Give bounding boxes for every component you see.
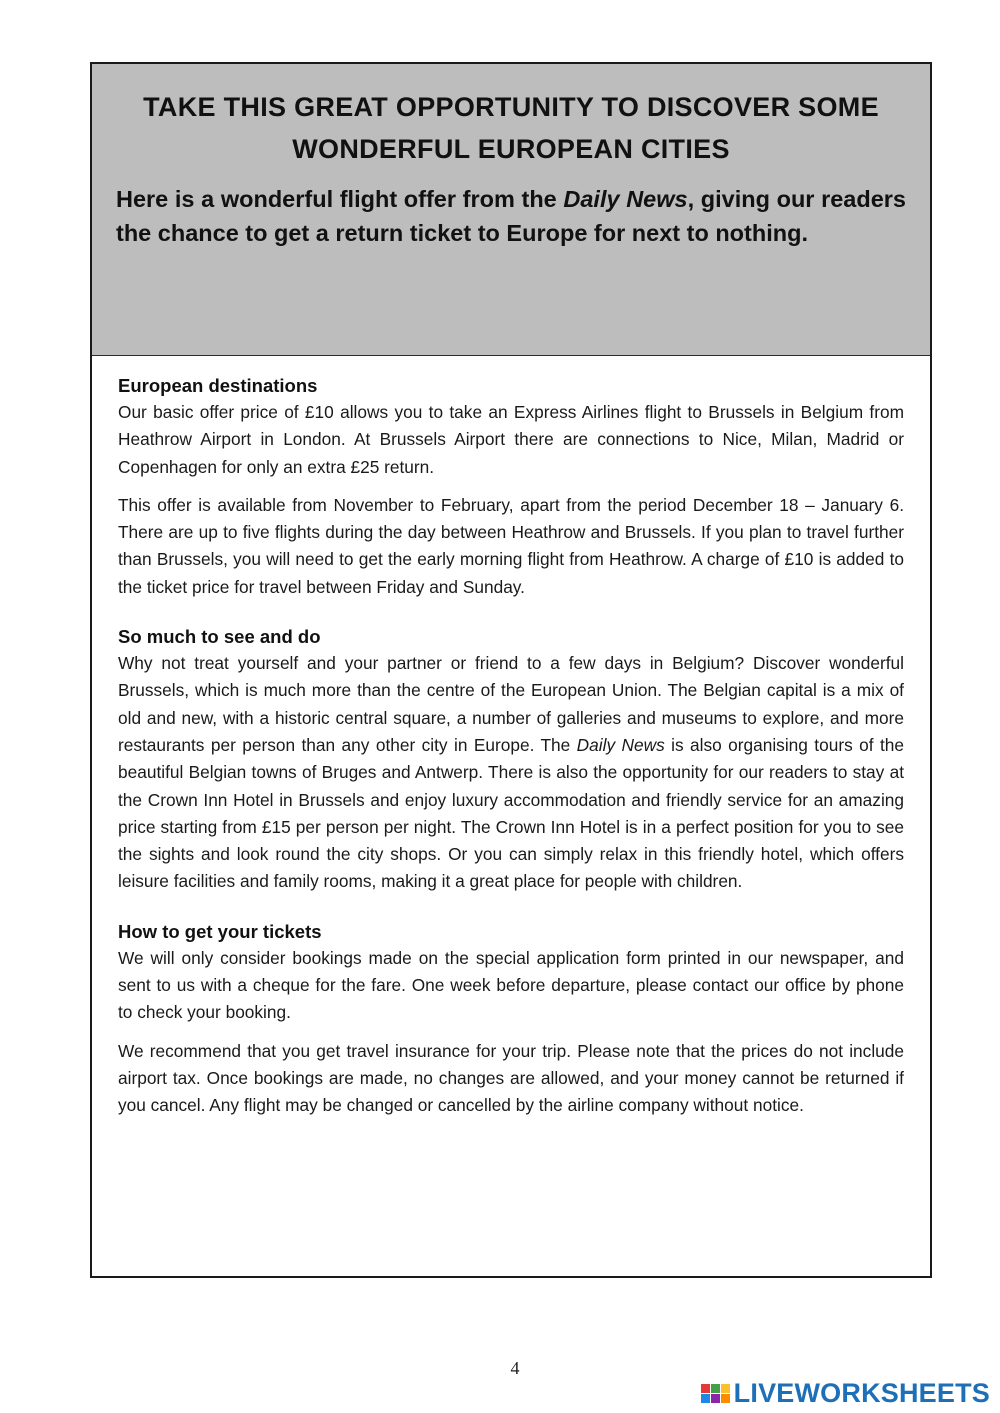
- page-number: 4: [510, 1358, 520, 1378]
- logo-cell: [701, 1394, 710, 1403]
- logo-cell: [701, 1384, 710, 1393]
- paragraph: This offer is available from November to February, apart from the period December 18 – January 6. There are up to five flights during the day between Heathrow and Brussels. If you plan to travel further than Brussels, you will need to get the early morning flight from Heathrow. A charge of £10 is added to the ticket price for travel between Friday and Sunday.: [118, 494, 904, 597]
- paragraph: We will only consider bookings made on the special application form printed in our newspaper, and sent to us with a cheque for the fare. One week before departure, please contact our office by phone to check your booking.: [118, 947, 904, 1023]
- section-heading: How to get your tickets: [118, 920, 322, 942]
- paragraph: We recommend that you get travel insurance for your trip. Please note that the prices do not include airport tax. Once bookings are made, no changes are allowed, and your money cannot be returned if you cancel. Any flight may be changed or cancelled by the airline company without notice.: [118, 1040, 904, 1116]
- article-box: [90, 62, 932, 1278]
- paragraph-text-end: is also organising tours of the beautiful Belgian towns of Bruges and Antwerp. There is also the opportunity for our readers to stay at the Crown Inn Hotel in Brussels and enjoy luxury accommodation and friendly service for an amazing price starting from £15 per person per night. The Crown Inn Hotel is in a perfect position for you to see the sights and look round the city shops. Or you can simply relax in this friendly hotel, which offers leisure facilities and family rooms, making it a great place for people with children.: [118, 734, 904, 892]
- standfirst-publication-name: Daily News: [563, 186, 688, 212]
- liveworksheets-watermark: [701, 1378, 990, 1408]
- paragraph-publication-name: Daily News: [576, 734, 665, 755]
- section-how-to-get-tickets: [118, 918, 904, 1120]
- logo-row-top: [701, 1383, 731, 1393]
- logo-cell: [711, 1394, 720, 1403]
- logo-cell: [721, 1384, 730, 1393]
- section-heading: So much to see and do: [118, 626, 321, 648]
- logo-cell: [721, 1394, 730, 1403]
- article-headline: TAKE THIS GREAT OPPORTUNITY TO DISCOVER SOME WONDERFUL EUROPEAN CITIES: [143, 92, 879, 164]
- paragraph: [118, 650, 904, 896]
- article-standfirst: [116, 182, 906, 250]
- paragraph-text-start: Why not treat yourself and your partner or friend to a few days in Belgium? Discover wonderful Brussels, which is much more than the centre of the European Union. The Belgian capital is a mix of old and new, with a historic central square, a number of galleries and museums to explore, and more restaurants per person than any other city in Europe. The: [118, 653, 904, 755]
- section-european-destinations: [118, 372, 904, 601]
- article-header-panel: [92, 64, 930, 356]
- paragraph: Our basic offer price of £10 allows you to take an Express Airlines flight to Brussels in Belgium from Heathrow Airport in London. At Brussels Airport there are connections to Nice, Milan, Madrid or Copenhagen for only an extra £25 return.: [118, 402, 904, 477]
- watermark-text: LIVEWORKSHEETS: [733, 1378, 990, 1408]
- article-body: [92, 356, 930, 1120]
- logo-cell: [711, 1384, 720, 1393]
- section-heading: European destinations: [118, 375, 318, 396]
- standfirst-text-start: Here is a wonderful flight offer from the: [116, 186, 564, 212]
- logo-row-bottom: [701, 1393, 731, 1403]
- liveworksheets-logo-icon: [701, 1383, 731, 1403]
- section-so-much-to-see: [118, 623, 904, 896]
- standfirst-text-end: , giving our readers the chance to get a return ticket to Europe for next to nothing.: [116, 186, 906, 246]
